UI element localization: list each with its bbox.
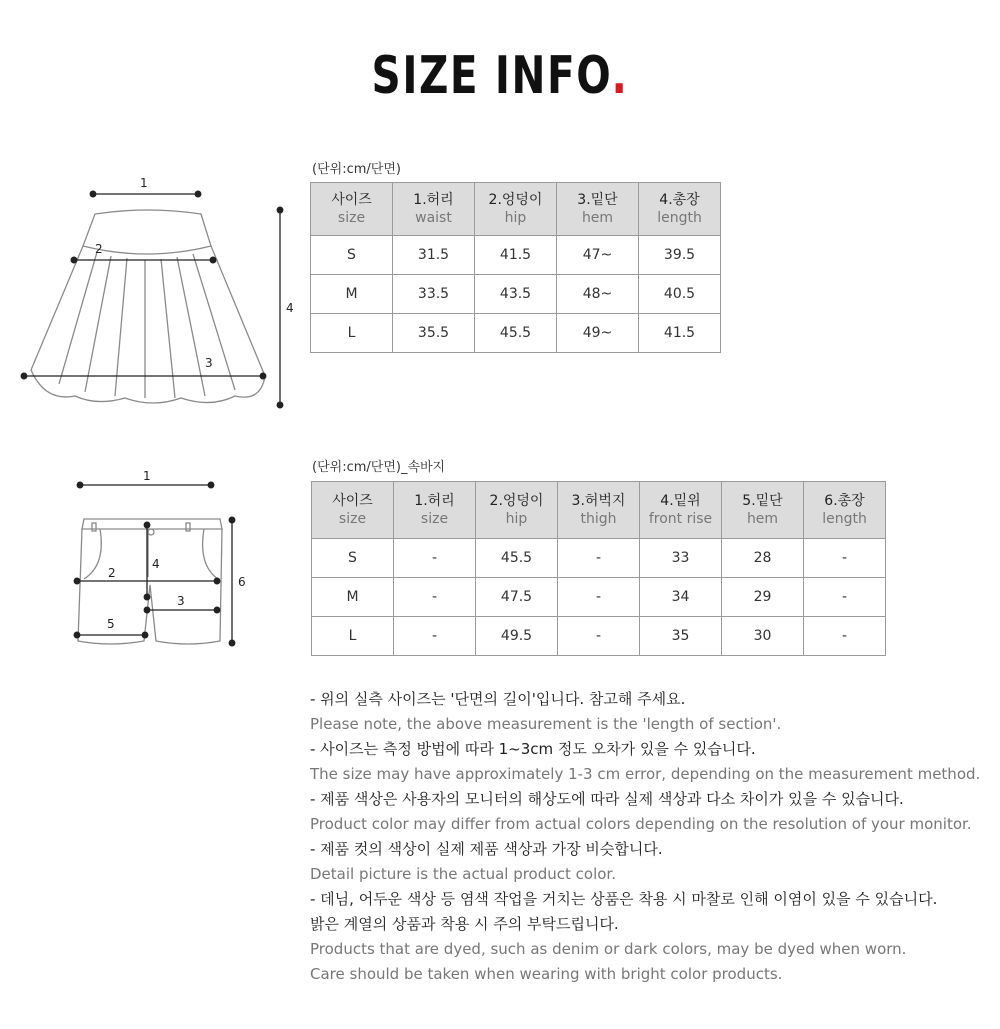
table-cell: -: [558, 539, 640, 578]
page-title: SIZE INFO.: [371, 46, 629, 106]
skirt-body: [31, 246, 265, 403]
table-cell: 41.5: [475, 236, 557, 275]
table-header-row: [311, 183, 721, 236]
header-label: 4.밑위: [660, 493, 701, 509]
table-cell: -: [558, 578, 640, 617]
header-label: length: [822, 511, 867, 527]
header-label: size: [420, 511, 449, 527]
header-label: front rise: [648, 511, 713, 527]
skirt-label-3: 3: [205, 356, 213, 370]
header-label: 3.허벅지: [571, 493, 626, 509]
header-cell: [475, 183, 557, 236]
header-label: hip: [504, 210, 527, 226]
header-cell: [476, 482, 558, 539]
note-en: Product color may differ from actual colors depending on the resolution of your monitor.: [310, 815, 972, 833]
header-cell: [557, 183, 639, 236]
note-en: Products that are dyed, such as denim or dark colors, may be dyed when worn.: [310, 940, 907, 958]
notes-section: [310, 687, 1000, 987]
table-row: [312, 578, 886, 617]
header-cell: [311, 183, 393, 236]
table-row: [311, 314, 721, 353]
title-dot: .: [611, 46, 629, 106]
shorts-label-5: 5: [107, 617, 115, 631]
header-label: length: [657, 210, 702, 226]
header-cell: [640, 482, 722, 539]
table-header-row: [312, 482, 886, 539]
table-cell: L: [312, 617, 394, 656]
shorts-label-1: 1: [143, 469, 151, 483]
skirt-label-4: 4: [286, 301, 294, 315]
header-label: size: [337, 210, 366, 226]
table-cell: 29: [722, 578, 804, 617]
table-cell: 45.5: [476, 539, 558, 578]
shorts-label-6: 6: [238, 575, 246, 589]
table-cell: 43.5: [475, 275, 557, 314]
header-cell: [804, 482, 886, 539]
header-label: waist: [415, 210, 452, 226]
table-row: [311, 275, 721, 314]
header-label: 1.허리: [413, 192, 454, 208]
note-en: Care should be taken when wearing with bright color products.: [310, 965, 783, 983]
note-en: Please note, the above measurement is the 'length of section'.: [310, 715, 782, 733]
table-cell: L: [311, 314, 393, 353]
table-cell: 35: [640, 617, 722, 656]
header-label: thigh: [580, 511, 617, 527]
table-cell: 45.5: [475, 314, 557, 353]
shorts-waistband: [82, 519, 222, 529]
table-cell: 39.5: [639, 236, 721, 275]
shorts-label-2: 2: [108, 566, 116, 580]
header-label: 3.밑단: [577, 192, 618, 208]
note-en: Detail picture is the actual product color.: [310, 865, 616, 883]
header-cell: [393, 183, 475, 236]
table-cell: -: [394, 539, 476, 578]
shorts-size-table: [311, 481, 886, 656]
header-cell: [722, 482, 804, 539]
table-cell: 40.5: [639, 275, 721, 314]
table-cell: 33: [640, 539, 722, 578]
table-cell: 35.5: [393, 314, 475, 353]
header-cell: [639, 183, 721, 236]
table-cell: 30: [722, 617, 804, 656]
table-cell: 34: [640, 578, 722, 617]
header-label: 사이즈: [332, 493, 373, 509]
table-cell: -: [394, 617, 476, 656]
header-label: hem: [581, 210, 614, 226]
header-label: hip: [505, 511, 528, 527]
header-label: 6.총장: [824, 493, 865, 509]
shorts-label-4: 4: [152, 557, 160, 571]
table-cell: M: [311, 275, 393, 314]
table-cell: -: [558, 617, 640, 656]
table-cell: 31.5: [393, 236, 475, 275]
header-cell: [394, 482, 476, 539]
note-ko: - 위의 실측 사이즈는 '단면의 길이'입니다. 참고해 주세요.: [310, 690, 686, 708]
note-en: The size may have approximately 1-3 cm error, depending on the measurement method.: [310, 765, 981, 783]
header-label: 사이즈: [331, 192, 372, 208]
table-cell: 49.5: [476, 617, 558, 656]
header-cell: [312, 482, 394, 539]
header-label: 4.총장: [659, 192, 700, 208]
table-cell: 49~: [557, 314, 639, 353]
table-cell: -: [804, 617, 886, 656]
note-ko: - 사이즈는 측정 방법에 따라 1~3cm 정도 오차가 있을 수 있습니다.: [310, 740, 756, 758]
shorts-label-3: 3: [177, 594, 185, 608]
table-cell: -: [804, 578, 886, 617]
note-ko: 밝은 계열의 상품과 착용 시 주의 부탁드립니다.: [310, 915, 619, 933]
table-cell: S: [311, 236, 393, 275]
header-label: hem: [746, 511, 779, 527]
skirt-unit-note: (단위:cm/단면): [312, 162, 401, 177]
skirt-size-table: [310, 182, 721, 353]
table-cell: S: [312, 539, 394, 578]
table-row: [312, 617, 886, 656]
shorts-diagram: [60, 465, 260, 655]
table-cell: 41.5: [639, 314, 721, 353]
skirt-label-1: 1: [140, 176, 148, 190]
note-ko: - 제품 색상은 사용자의 모니터의 해상도에 따라 실제 색상과 다소 차이가 있을 수 있습니다.: [310, 790, 904, 808]
note-ko: - 제품 컷의 색상이 실제 제품 색상과 가장 비슷합니다.: [310, 840, 663, 858]
header-label: 2.엉덩이: [488, 192, 543, 208]
header-cell: [558, 482, 640, 539]
header-label: 1.허리: [414, 493, 455, 509]
table-cell: 33.5: [393, 275, 475, 314]
table-cell: -: [804, 539, 886, 578]
table-cell: 47~: [557, 236, 639, 275]
header-label: 5.밑단: [742, 493, 783, 509]
table-cell: 28: [722, 539, 804, 578]
table-cell: M: [312, 578, 394, 617]
shorts-unit-note: (단위:cm/단면)_속바지: [312, 460, 446, 475]
note-ko: - 데님, 어두운 색상 등 염색 작업을 거치는 상품은 착용 시 마찰로 인해 이염이 있을 수 있습니다.: [310, 890, 938, 908]
table-cell: 47.5: [476, 578, 558, 617]
skirt-diagram: [15, 170, 305, 420]
table-row: [311, 236, 721, 275]
header-label: 2.엉덩이: [489, 493, 544, 509]
table-cell: 48~: [557, 275, 639, 314]
shorts-body: [78, 529, 222, 644]
skirt-label-2: 2: [95, 242, 103, 256]
table-cell: -: [394, 578, 476, 617]
header-label: size: [338, 511, 367, 527]
table-row: [312, 539, 886, 578]
